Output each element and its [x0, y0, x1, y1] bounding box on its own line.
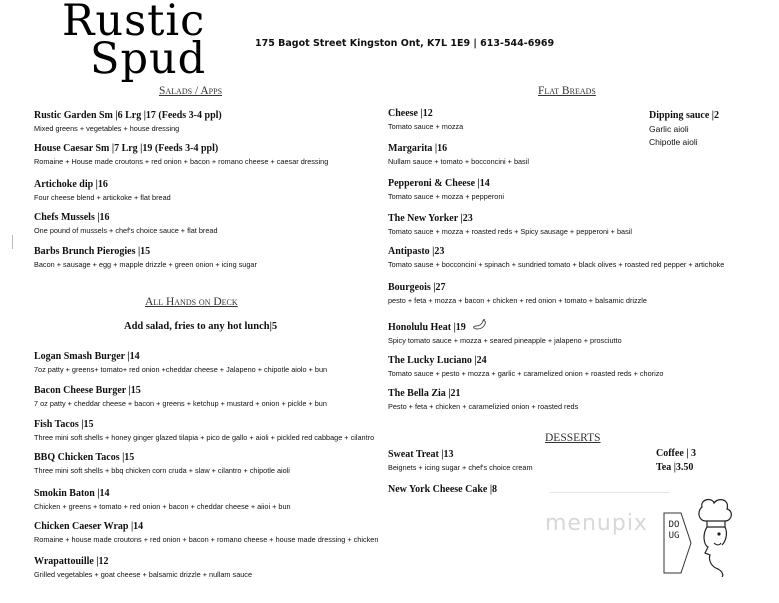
- drink-item: [656, 462, 756, 474]
- menu-item: [388, 355, 758, 379]
- item-desc: Four cheese blend + artickoke + flat bread: [34, 193, 171, 202]
- menu-item: [34, 246, 404, 270]
- item-name: The Lucky Luciano |24: [388, 355, 487, 366]
- item-desc: Chicken + greens + tomato + red onion + bacon + cheddar cheese + aiioi + bun: [34, 502, 291, 511]
- dipping-sauce: [649, 110, 769, 148]
- section-desserts-title: DESSERTS: [545, 432, 601, 444]
- item-name: Tea |3.50: [656, 462, 694, 473]
- menu-item: [34, 521, 404, 545]
- item-name: Smokin Baton |14: [34, 488, 110, 499]
- item-name: Bourgeois |27: [388, 282, 446, 293]
- doug-tag-label: DOUG: [668, 520, 680, 541]
- item-name: The Bella Zia |21: [388, 388, 461, 399]
- item-desc: 7oz patty + greens+ tomato+ red onion +cheddar cheese + Jalapeno + chipotle aiolo + bun: [34, 365, 328, 374]
- drink-item: [656, 448, 756, 460]
- item-name: Barbs Brunch Pierogies |15: [34, 246, 151, 257]
- item-name: Fish Tacos |15: [34, 419, 94, 430]
- item-desc: Beignets + icing sugar + chef's choice cream: [388, 463, 533, 472]
- menu-item: [388, 449, 638, 473]
- menu-item: [388, 246, 758, 270]
- menu-item: [34, 488, 404, 512]
- logo-line-1: Rustic: [62, 0, 206, 46]
- item-name: BBQ Chicken Tacos |15: [34, 452, 135, 463]
- item-desc: Romaine + house made croutons + red onion + bacon + romano cheese + house made dressing + chicken: [34, 535, 379, 544]
- item-desc: pesto + feta + mozza + bacon + chicken + red onion + tomato + balsamic drizzle: [388, 296, 647, 305]
- item-name: Coffee | 3: [656, 448, 696, 459]
- menu-item: [388, 388, 758, 412]
- item-desc: Nullam sauce + tomato + bocconcini + basil: [388, 157, 529, 166]
- item-name: Rustic Garden Sm |6 Lrg |17 (Feeds 3-4 ppl): [34, 110, 222, 121]
- item-name: Wrapattouille |12: [34, 556, 109, 567]
- menu-item: [388, 319, 758, 346]
- chef-figure-icon: [692, 497, 742, 577]
- menu-item: [388, 282, 758, 306]
- item-name: Sweat Treat |13: [388, 449, 454, 460]
- menu-item: [388, 178, 758, 202]
- dipping-option: Chipotle aioli: [649, 137, 698, 147]
- menu-item: [34, 351, 404, 375]
- address: 175 Bagot Street Kingston Ont, K7L 1E9 | 613-544-6969: [255, 38, 555, 49]
- menu-item: [34, 143, 404, 167]
- item-name: The New Yorker |23: [388, 213, 473, 224]
- item-name: Artichoke dip |16: [34, 179, 108, 190]
- item-desc: Romaine + House made croutons + red onion + bacon + romano cheese + caesar dressing: [34, 157, 329, 166]
- section-flatbreads-title: Flat Breads: [538, 85, 596, 97]
- item-name: [388, 319, 758, 334]
- item-desc: One pound of mussels + chef's choice sauce + flat bread: [34, 226, 218, 235]
- menu-item: [34, 419, 404, 443]
- menu-item: [34, 110, 404, 134]
- chili-pepper-icon: [472, 319, 488, 331]
- item-desc: 7 oz patty + cheddar cheese + bacon + greens + ketchup + mustard + onion + pickle + bun: [34, 399, 327, 408]
- menu-item: [34, 212, 404, 236]
- dipping-option: Garlic aioli: [649, 124, 689, 134]
- item-name: Logan Smash Burger |14: [34, 351, 140, 362]
- item-name: House Caesar Sm |7 Lrg |19 (Feeds 3-4 ppl): [34, 143, 219, 154]
- item-desc: Three mini soft shells + bbq chicken corn cruda + slaw + cilantro + chipotle aioli: [34, 466, 290, 475]
- section-hot-title: All Hands on Deck: [145, 296, 238, 308]
- item-name: Chefs Mussels |16: [34, 212, 110, 223]
- doug-tag: [663, 512, 693, 572]
- item-name: New York Cheese Cake |8: [388, 484, 498, 495]
- item-desc: Three mini soft shells + honey ginger glazed tilapia + pico de gallo + aioli + pickled red cabbage + cilantro: [34, 433, 375, 442]
- item-desc: Tomato sauce + pesto + mozza + garlic + caramelized onion + roasted reds + chorizo: [388, 369, 664, 378]
- item-name: Pepperoni & Cheese |14: [388, 178, 490, 189]
- menu-item: [34, 556, 404, 580]
- menu-item: [34, 452, 404, 476]
- item-desc: Bacon + sausage + egg + mapple drizzle + green onion + icing sugar: [34, 260, 257, 269]
- item-desc: Grilled vegetables + goat cheese + balsamic drizzle + nullam sauce: [34, 570, 253, 579]
- item-desc: Tomato sause + bocconcini + spinach + sundried tomato + black olives + roasted red pepper + artichoke: [388, 260, 725, 269]
- logo-line-2: Spud: [90, 34, 207, 84]
- item-desc: Tomato sauce + mozza: [388, 122, 464, 131]
- watermark-rule: [550, 492, 670, 493]
- item-name: Margarita |16: [388, 143, 448, 154]
- hot-lunch-note: Add salad, fries to any hot lunch|5: [124, 321, 278, 332]
- menu-item: [388, 484, 638, 496]
- menu-item: [34, 385, 404, 409]
- item-name: Antipasto |23: [388, 246, 445, 257]
- watermark: menupix: [545, 511, 648, 536]
- item-desc: Tomato sauce + mozza + roasted reds + Spicy sausage + pepperoni + basil: [388, 227, 632, 236]
- menu-item: [388, 213, 758, 237]
- item-name: Chicken Caeser Wrap |14: [34, 521, 144, 532]
- item-desc: Tomato sauce + mozza + pepperoni: [388, 192, 505, 201]
- item-name: Bacon Cheese Burger |15: [34, 385, 141, 396]
- item-desc: Pesto + feta + chicken + caramelizied onion + roasted reds: [388, 402, 579, 411]
- item-desc: Spicy tomato sauce + mozza + seared pineapple + jalapeno + prosciutto: [388, 336, 622, 345]
- item-desc: Mixed greens + vegetables + house dressing: [34, 124, 180, 133]
- menu-item: [34, 179, 404, 203]
- item-name-text: Honolulu Heat |19: [388, 322, 466, 333]
- section-salads-title: Salads / Apps: [159, 85, 223, 97]
- logo: [62, 0, 206, 82]
- page-mark: [12, 235, 13, 249]
- item-name: Cheese |12: [388, 108, 433, 119]
- item-name: Dipping sauce |2: [649, 110, 719, 121]
